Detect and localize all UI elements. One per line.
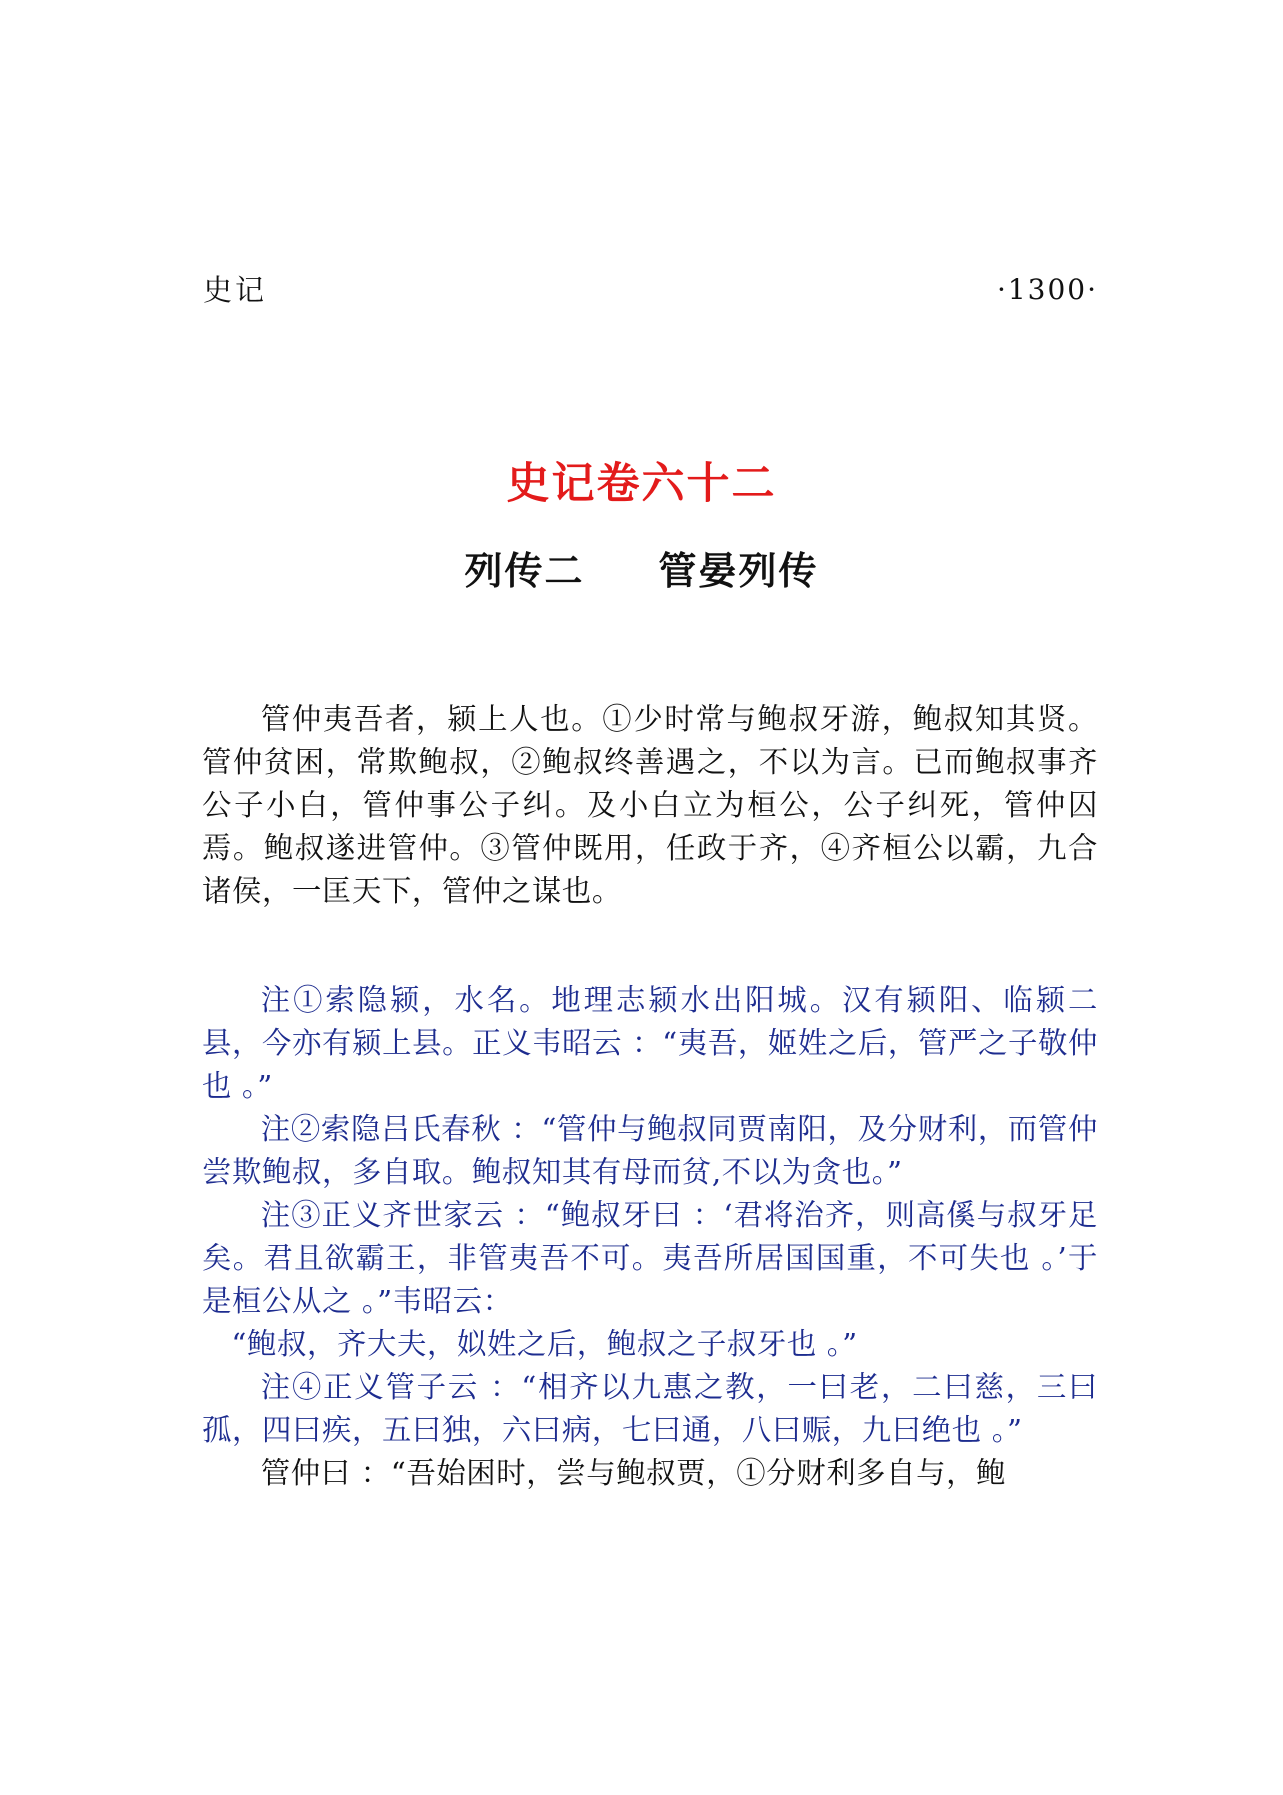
note-3-continuation: “鲍叔，齐大夫，姒姓之后，鲍叔之子叔牙也 。” xyxy=(231,1327,858,1361)
chapter-title xyxy=(0,545,1283,597)
note-2: 注②索隐吕氏春秋 ：“管仲与鲍叔同贾南阳，及分财利，而管仲尝欺鲍叔，多自取。鲍叔知其有母而贫,不以为贪也。” xyxy=(202,1112,1098,1189)
main-paragraph: 管仲夷吾者，颍上人也。①少时常与鲍叔牙游，鲍叔知其贤。管仲贫困，常欺鲍叔，②鲍叔终善遇之，不以为言。已而鲍叔事齐公子小白，管仲事公子纠。及小白立为桓公，公子纠死，管仲囚焉。鲍叔遂进管仲。③管仲既用，任政于齐，④齐桓公以霸，九合诸侯，一匡天下，管仲之谋也。 xyxy=(202,702,1098,908)
note-3: 注③正义齐世家云 ：“鲍叔牙曰 ：‘君将治齐，则高傒与叔牙足矣。君且欲霸王，非管夷吾不可。夷吾所居国国重，不可失也 。’于是桓公从之 。”韦昭云： xyxy=(202,1198,1098,1318)
volume-title: 史记卷六十二 xyxy=(506,459,777,509)
chapter-series: 列传二 xyxy=(464,549,585,593)
page-header xyxy=(203,270,1098,310)
book-name: 史记 xyxy=(203,273,268,307)
chapter-name: 管晏列传 xyxy=(658,549,819,593)
note-4: 注④正义管子云 ：“相齐以九惠之教，一曰老，二曰慈，三曰孤，四曰疾，五曰独，六曰病，七曰通，八曰赈，九曰绝也 。” xyxy=(202,1370,1098,1447)
continuation-paragraph: 管仲曰 ：“吾始困时，尝与鲍叔贾，①分财利多自与，鲍 xyxy=(260,1456,1007,1490)
page-content xyxy=(202,698,1098,1495)
note-1: 注①索隐颍，水名。地理志颍水出阳城。汉有颍阳、临颍二县，今亦有颍上县。正义韦昭云 ：“夷吾，姬姓之后，管严之子敬仲也 。” xyxy=(202,983,1098,1103)
page-number: ·1300· xyxy=(996,273,1098,306)
